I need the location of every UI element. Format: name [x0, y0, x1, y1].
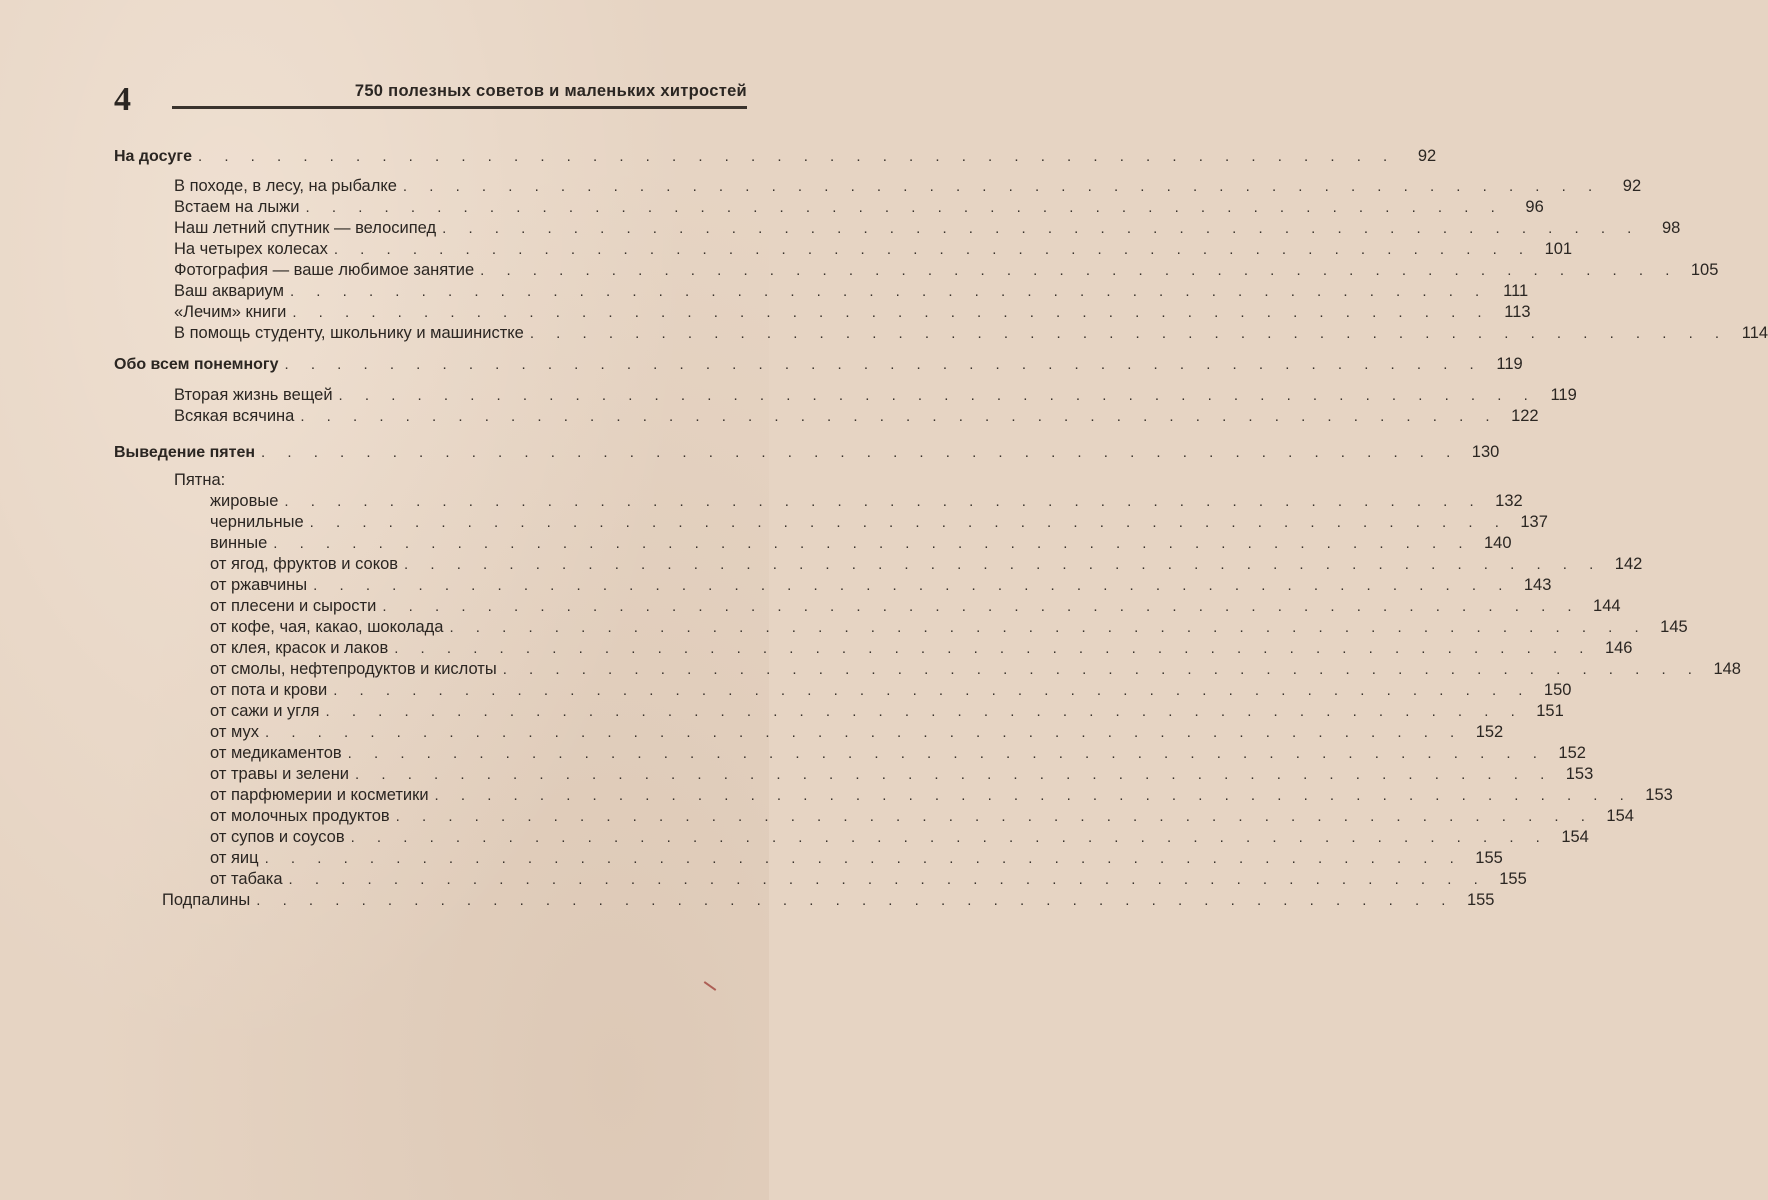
toc-entry-label: от пота и крови — [210, 681, 328, 699]
toc-page-number: 137 — [1520, 513, 1548, 531]
dot-leader: . . . . . . . . . . . . . . . . . . . . . . . . . . . . . . . . . . . . . . . . . . . . . . — [273, 535, 1472, 552]
toc-entry[interactable] — [210, 722, 1504, 743]
dot-leader: . . . . . . . . . . . . . . . . . . . . . . . . . . . . . . . . . . . . . . . . . . . . . . — [434, 787, 1633, 804]
toc-page-number: 130 — [1471, 443, 1500, 461]
toc-entry[interactable] — [210, 617, 1688, 638]
toc-page-number: 143 — [1523, 576, 1552, 594]
toc-page-number: 142 — [1614, 555, 1643, 573]
dot-leader: . . . . . . . . . . . . . . . . . . . . . . . . . . . . . . . . . . . . . . . . . . . . . . — [333, 682, 1532, 699]
dot-leader: . . . . . . . . . . . . . . . . . . . . . . . . . . . . . . . . . . . . . . . . . . . . . . — [338, 387, 1537, 404]
toc-entry[interactable] — [210, 764, 1594, 785]
toc-entry-label: Подпалины — [162, 891, 251, 909]
dot-leader: . . . . . . . . . . . . . . . . . . . . . . . . . . . . . . . . . . . . . . . . . . . . . . — [309, 514, 1508, 531]
toc-entry-label: от кофе, чая, какао, шоколада — [210, 618, 444, 636]
toc-entry-label: В помощь студенту, школьнику и машинистке — [174, 324, 524, 342]
toc-entry[interactable] — [210, 827, 1589, 848]
toc-entry[interactable] — [210, 491, 1523, 512]
dot-leader: . . . . . . . . . . . . . . . . . . . . . . . . . . . . . . . . . . . . . . . . . . . . . . — [305, 199, 1504, 216]
page-number: 4 — [114, 81, 131, 118]
pen-mark — [704, 981, 717, 991]
toc-entry-label: «Лечим» книги — [174, 303, 287, 321]
dot-leader: . . . . . . . . . . . . . . . . . . . . . . . . . . . . . . . . . . . . . . . . . . . . . . — [480, 262, 1679, 279]
toc-page-number: 98 — [1662, 219, 1681, 237]
toc-page-number: 155 — [1475, 849, 1503, 867]
dot-leader: . . . . . . . . . . . . . . . . . . . . . . . . . . . . . . . . . . . . . . . . . . . . . . — [300, 408, 1499, 425]
toc-entry[interactable] — [210, 680, 1572, 701]
toc-entry-label: винные — [210, 534, 268, 552]
toc-page-number: 154 — [1606, 807, 1634, 825]
toc-section-heading[interactable] — [114, 146, 1437, 167]
dot-leader: . . . . . . . . . . . . . . . . . . . . . . . . . . . . . . . . . . . . . . . . . . . . . . — [197, 148, 1397, 165]
dot-leader: . . . . . . . . . . . . . . . . . . . . . . . . . . . . . . . . . . . . . . . . . . . . . . — [325, 703, 1524, 720]
toc-section-title: На досуге — [114, 148, 192, 165]
toc-entry-label: от ягод, фруктов и соков — [210, 555, 399, 573]
toc-entry[interactable] — [210, 743, 1586, 764]
toc-page-number: 151 — [1536, 702, 1564, 720]
toc-entry-label: от ржавчины — [210, 576, 308, 594]
toc-entry[interactable] — [210, 533, 1512, 554]
toc-entry-label: от парфюмерии и косметики — [210, 786, 429, 804]
toc-entry[interactable] — [210, 575, 1552, 596]
dot-leader: . . . . . . . . . . . . . . . . . . . . . . . . . . . . . . . . . . . . . . . . . . . . . . — [442, 220, 1641, 237]
running-title: 750 полезных советов и маленьких хитростей — [354, 82, 747, 100]
toc-page-number: 111 — [1503, 282, 1529, 300]
toc-entry-label: от яиц — [210, 849, 259, 867]
toc-page-number: 146 — [1604, 639, 1633, 657]
toc-entry[interactable] — [174, 281, 1529, 302]
dot-leader: . . . . . . . . . . . . . . . . . . . . . . . . . . . . . . . . . . . . . . . . . . . . . . — [284, 356, 1483, 373]
dot-leader: . . . . . . . . . . . . . . . . . . . . . . . . . . . . . . . . . . . . . . . . . . . . . . — [382, 598, 1581, 615]
toc-entry-label: от медикаментов — [210, 744, 342, 762]
toc-page-number: 140 — [1483, 534, 1512, 552]
toc-entry-label: от плесени и сырости — [210, 597, 377, 615]
toc-page-number: 96 — [1525, 198, 1544, 216]
toc-entry-label: чернильные — [210, 513, 304, 531]
dot-leader: . . . . . . . . . . . . . . . . . . . . . . . . . . . . . . . . . . . . . . . . . . . . . . — [529, 325, 1729, 342]
toc-page-number: 114 — [1741, 324, 1768, 342]
toc-entry[interactable] — [210, 806, 1634, 827]
toc-page-number: 101 — [1544, 240, 1573, 258]
toc-page-number: 155 — [1466, 891, 1495, 909]
toc-page-number: 92 — [1622, 177, 1642, 195]
toc-entry-label: от сажи и угля — [210, 702, 320, 720]
toc-entry-label: На четырех колесах — [174, 240, 328, 258]
toc-page-number: 119 — [1496, 355, 1523, 373]
toc-entry-label: от молочных продуктов — [210, 807, 390, 825]
toc-section-heading[interactable] — [114, 442, 1500, 463]
toc-entry-label: от смолы, нефтепродуктов и кислоты — [210, 660, 497, 678]
toc-entry[interactable] — [174, 323, 1768, 344]
toc-entry[interactable] — [210, 869, 1527, 890]
toc-entry-label: В походе, в лесу, на рыбалке — [174, 177, 397, 195]
toc-entry[interactable] — [210, 701, 1564, 722]
dot-leader: . . . . . . . . . . . . . . . . . . . . . . . . . . . . . . . . . . . . . . . . . . . . . . — [284, 493, 1483, 510]
dot-leader: . . . . . . . . . . . . . . . . . . . . . . . . . . . . . . . . . . . . . . . . . . . . . . — [256, 892, 1455, 909]
header-rule — [172, 106, 747, 109]
toc-entry[interactable] — [210, 512, 1548, 533]
toc-entry-label: Встаем на лыжи — [174, 198, 300, 216]
toc-page-number: 122 — [1511, 407, 1539, 425]
toc-entry[interactable] — [210, 596, 1621, 617]
toc-page-number: 154 — [1561, 828, 1589, 846]
toc-page-number: 155 — [1499, 870, 1527, 888]
toc-entry[interactable] — [210, 554, 1643, 575]
toc-entry-label: от супов и соусов — [210, 828, 345, 846]
dot-leader: . . . . . . . . . . . . . . . . . . . . . . . . . . . . . . . . . . . . . . . . . . . . . . — [502, 661, 1701, 678]
toc-page-number: 153 — [1645, 786, 1673, 804]
toc-entry-label: от клея, красок и лаков — [210, 639, 389, 657]
toc-entry[interactable] — [210, 659, 1741, 680]
toc-entry[interactable] — [174, 406, 1539, 427]
dot-leader: . . . . . . . . . . . . . . . . . . . . . . . . . . . . . . . . . . . . . . . . . . . . . . — [288, 871, 1487, 888]
dot-leader: . . . . . . . . . . . . . . . . . . . . . . . . . . . . . . . . . . . . . . . . . . . . . . — [333, 241, 1533, 258]
toc-entry[interactable] — [162, 890, 1495, 911]
toc-subheading: Пятна: — [174, 471, 226, 489]
toc-entry-label: Ваш аквариум — [174, 282, 284, 300]
dot-leader: . . . . . . . . . . . . . . . . . . . . . . . . . . . . . . . . . . . . . . . . . . . . . . — [394, 640, 1593, 657]
toc-entry[interactable] — [174, 197, 1544, 218]
dot-leader: . . . . . . . . . . . . . . . . . . . . . . . . . . . . . . . . . . . . . . . . . . . . . . — [347, 745, 1546, 762]
toc-entry[interactable] — [174, 176, 1642, 197]
toc-page-number: 153 — [1565, 765, 1594, 783]
dot-leader: . . . . . . . . . . . . . . . . . . . . . . . . . . . . . . . . . . . . . . . . . . . . . . — [395, 808, 1594, 825]
dot-leader: . . . . . . . . . . . . . . . . . . . . . . . . . . . . . . . . . . . . . . . . . . . . . . — [261, 444, 1460, 461]
toc-page-number: 105 — [1690, 261, 1719, 279]
toc-entry-label: от травы и зелени — [210, 765, 350, 783]
toc-section-title: Выведение пятен — [114, 444, 256, 461]
toc-entry-label: Фотография — ваше любимое занятие — [174, 261, 475, 279]
toc-page-number: 92 — [1417, 147, 1437, 165]
toc-entry-label: от табака — [210, 870, 283, 888]
toc-entry-label: Всякая всячина — [174, 407, 295, 425]
toc-entry[interactable] — [174, 302, 1531, 323]
toc-entry[interactable] — [174, 260, 1719, 281]
dot-leader: . . . . . . . . . . . . . . . . . . . . . . . . . . . . . . . . . . . . . . . . . . . . . . — [449, 619, 1648, 636]
toc-page-number: 152 — [1558, 744, 1586, 762]
toc-entry[interactable] — [174, 385, 1577, 406]
dot-leader: . . . . . . . . . . . . . . . . . . . . . . . . . . . . . . . . . . . . . . . . . . . . . . — [264, 850, 1463, 867]
toc-section-title: Обо всем понемногу — [114, 356, 279, 373]
toc-entry-label: от мух — [210, 723, 259, 741]
toc-entry[interactable] — [174, 218, 1681, 239]
toc-entry[interactable] — [210, 785, 1673, 806]
toc-page-number: 152 — [1475, 723, 1504, 741]
toc-page-number: 132 — [1495, 492, 1523, 510]
toc-entry[interactable] — [210, 848, 1503, 869]
toc-entry-label: Вторая жизнь вещей — [174, 386, 333, 404]
dot-leader: . . . . . . . . . . . . . . . . . . . . . . . . . . . . . . . . . . . . . . . . . . . . . . — [404, 556, 1603, 573]
toc-page-number: 119 — [1550, 386, 1577, 404]
dot-leader: . . . . . . . . . . . . . . . . . . . . . . . . . . . . . . . . . . . . . . . . . . . . . . — [292, 304, 1491, 321]
dot-leader: . . . . . . . . . . . . . . . . . . . . . . . . . . . . . . . . . . . . . . . . . . . . . . — [264, 724, 1464, 741]
toc-entry[interactable] — [210, 638, 1633, 659]
dot-leader: . . . . . . . . . . . . . . . . . . . . . . . . . . . . . . . . . . . . . . . . . . . . . . — [355, 766, 1554, 783]
toc-section-heading[interactable] — [114, 354, 1523, 375]
toc-page-number: 150 — [1543, 681, 1572, 699]
dot-leader: . . . . . . . . . . . . . . . . . . . . . . . . . . . . . . . . . . . . . . . . . . . . . . — [289, 283, 1489, 300]
toc-entry-label: жировые — [210, 492, 279, 510]
toc-entry-label: Наш летний спутник — велосипед — [174, 219, 437, 237]
dot-leader: . . . . . . . . . . . . . . . . . . . . . . . . . . . . . . . . . . . . . . . . . . . . . . — [313, 577, 1512, 594]
toc-page-number: 144 — [1593, 597, 1621, 615]
dot-leader: . . . . . . . . . . . . . . . . . . . . . . . . . . . . . . . . . . . . . . . . . . . . . . — [350, 829, 1549, 846]
dot-leader: . . . . . . . . . . . . . . . . . . . . . . . . . . . . . . . . . . . . . . . . . . . . . . — [402, 178, 1602, 195]
toc-entry[interactable] — [174, 239, 1573, 260]
toc-page-number: 113 — [1504, 303, 1531, 321]
toc-page-number: 145 — [1660, 618, 1688, 636]
toc-page-number: 148 — [1713, 660, 1741, 678]
